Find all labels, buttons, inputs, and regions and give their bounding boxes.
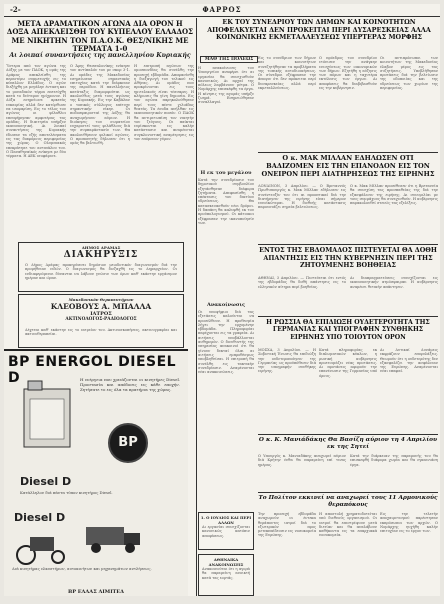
notice-title: ΔΙΑΚΗΡΥΞΙΣ [63, 250, 139, 260]
column-label: ΜΑΘ ΤΗΣ ΠΟΛΕΩΣ [200, 56, 258, 63]
middle-box-2-title: ΑΘΗΝΑΙΚΑ ΑΝΑΚΟΙΝΩΣΕΙΣ [208, 557, 244, 567]
week-story-text: ΑΘΗΝΑΙ, 3 Απριλίου. — Πιστεύεται ότι εντός της εβδομάδος θα δοθή απάντησις εις το ελληνικόν αίτημα περί βοηθείας. Αι διαπραγματεύσεις συνεχίζονται εις ικανοποιητικήν ατμόσφαιραν. Η κυβέρνησις αναμένει θετικήν απάντησιν. [258, 276, 438, 289]
farewell-headline: Το Πολίτον εκκινεί να αναχωρεί τους 11 Αρμονικούς θεραπόκους [258, 495, 438, 508]
maniadakis-text: Ο Υπουργός κ. Μανιαδάκης αναχωρεί αύριον διά Κρήτην ένθα θα παραμείνη επί τινας ημέρας. Κατά την διάρκειαν της παραμονής του θα επισκεφθή διάφορα χωρία και θα εγκαινιάση έργα. [258, 454, 438, 467]
top-right-headline: ΕΚ ΤΟΥ ΣΥΝΕΔΡΙΟΥ ΤΩΝ ΔΗΜΩΝ ΚΑΙ ΚΟΙΝΟΤΗΤΩΝ ΑΠΟΦΕΛΚΥΕΤΑΙ ΔΕΝ ΠΡΟΚΕΙΤΑΙ ΠΕΡΙ ΔΥΣΑΡΕΣΚΕΙΑΣ ΑΛΛΑ ΚΟΙΝΩΝΙΚΗΣ ΕΚΜΕΤΑΛΛΕΥΣΕΩΣ ΥΠΕΡΤΕΡΑΣ ΜΟΡΦΗΣ [207, 18, 431, 42]
truck-icon [84, 521, 144, 555]
bp-logo-text: BP [118, 435, 138, 450]
masthead: ΦΑΡΡΟΣ [202, 5, 242, 14]
macmillan-text: ΛΟΝΔΙΝΟΝ, 3 Απριλίου. — Ο Βρεταννός Πρωθυπουργός κ. Μακ Μίλλαν εδήλωσεν εις συνέντευξίν του ότι αι προοπτικαί διά την διατήρησιν της ειρήνης είναι σήμερον ευνοϊκώτεραι. Η διεθνής κατάστασις παρουσιάζει σημεία βελτιώσεως. Ο κ. Μακ Μίλλαν προσέθεσεν ότι η Βρεταννία θα συνεχίση τας προσπαθείας της διά την εξασφάλισιν της ειρήνης. Αι συνομιλίαι με τους συμμάχους θα συνεχισθούν. Η κυβέρνησις παρακολουθεί στενώς τας εξελίξεις. [258, 184, 438, 210]
russia-story-text: ΜΟΣΧΑ, 3 Απριλίου. — Η Σοβιετική Ένωσις θα επιδιώξη την ουδετεροποίησιν της Γερμανίας ως προϋπόθεσιν διά την υπογραφήν συνθήκης ειρήνης. Κατά πληροφορίας εκ διπλωματικών κύκλων, η ρωσική κυβέρνησις προετοιμάζει νέας προτάσεις. Αι προτάσεις αφορούν την επανένωσιν της Γερμανίας υπό όρους. Αι Δυτικαί Δυνάμεις εκφράζουν επιφυλάξεις. Θεωρούν ότι η ουδετερότης δεν εξασφαλίζει την ασφάλειαν της Ευρώπης. Αναμένονται νέαι επαφαί. [258, 348, 438, 378]
tractor-icon [12, 529, 72, 565]
oil-can-icon [20, 379, 76, 451]
middle-box-1: 1. Ο ΙΟΥΛΙΟΣ ΚΑΙ ΠΕΡΙ ΑΛΛΩΝ Αι εργασίαι συνεχίζονται κανονικώς κατόπιν αποφάσεως. [198, 512, 254, 550]
doctor-box: Μακεδονικόν Θεραπευτήριον ΚΛΕΟΒΟΥΣ Α. ΜΠΑΛΛΑ ΙΑΤΡΟΣ ΑΚΤΙΝΟΛΟΓΟΣ-ΡΑΔΙΟΛΟΓΟΣ Δέχεται καθ' εκάστην εις το ιατρείον του. Ακτινοσκοπήσεις, ακτινογραφίαι και ακτινοθεραπείαι. [18, 294, 184, 348]
middle-column: Η ανακοίνωσις του Υπουργείου αναφέρει ότι αι εργασίαι θα συνεχισθούν κανονικώς. Αι αρχαί της πόλεως λαμβάνουν μέτρα. Ο Νομάρχης επεσκέφθη τα έργα. Η κίνησις της αγοράς υπήρξε ζωηρά. Εσημειώθησαν συναλλαγαί. Η εκ του μεγάλου Κατά την συνεδρίασιν του δημοτικού συμβουλίου εξητάσθησαν διάφορα ζητήματα. Απεφασίσθη η επέκτασις του δικτύου υδρεύσεως. Θα κατασκευασθούν νέοι δρόμοι. Η δαπάνη θα καλυφθή εκ του προϋπολογισμού. Οι κάτοικοι εξέφρασαν την ικανοποίησίν των. Ανακοίνωσις Οι υποψήφιοι διά τας εξετάσεις καλούνται να προσέλθουν. Η προθεσμία λήγει την ερχομένην εβδομάδα. Πληροφορίαι παρέχονται εις τα γραφεία. Αι αιτήσεις υποβάλλονται αυθημερόν. Ο διευθυντής της υπηρεσίας ανακοινοί ότι θα γίνουν δεκταί όλαι αι αιτήσεις εμπροθέσμως υποβληθείσαι. Η επιτροπή θα συνέλθη εις τακτικήν συνεδρίασιν. Αναμένονται νέαι ανακοινώσεις. 1. Ο ΙΟΥΛΙΟΣ ΚΑΙ ΠΕΡΙ ΑΛΛΩΝ Αι εργασίαι συνεχίζονται κανονικώς κατόπιν αποφάσεως. ΑΘΗΝΑΙΚΑ ΑΝΑΚΟΙΝΩΣΕΙΣ Ανακοινούται ότι η αγορά θα παραμείνη ανοικτή κατά τας εορτάς. [198, 66, 254, 596]
bp-energol-ad: BP ENERGOL DIESEL D Η ενέργεια που χρειάζονται οι κινητήρες Diesel. Προστασία και απόδοσις εις κάθε εποχήν. Ζητήσατε το εις όλα τα πρατήρια της χώρας. BP Diesel D Κατάλληλον διά πάντα τύπον κινητήρος Diesel. Diesel D Διά κινητήρας ελκυστήρων, αυτοκινήτων και μηχανημάτων αντλήσεως. ΒΡ ΕΛΛΑΣ ΛΙΜΙΤΕΔ [4, 349, 188, 596]
week-story-headline: ΕΝΤΟΣ ΤΗΣ ΕΒΔΟΜΑΔΟΣ ΠΙΣΤΕΥΕΤΑΙ ΘΑ ΔΟΘΗ ΑΠΑΝΤΗΣΙΣ ΕΙΣ ΤΗΝ ΚΥΒΕΡΝΗΣΙΝ ΠΕΡΙ ΤΗΣ ΖΗΤΟΥΜΕΝΗΣ ΒΟΗΘΕΙΑΣ [259, 246, 437, 270]
doctor-title: ΙΑΤΡΟΣ [90, 311, 112, 317]
left-story-text: Ύστερα από τον αγώνα της Δόξης με τον ΠΑΟΚ, η ομάς της Δράμας απεκλείσθη της περαιτέρω συμμετοχής εις το κύπελλον Ελλάδος. Ο αγών διεξήχθη με μεγάλην ένταση και το μοναδικόν τέρμα επετεύχθη κατά το δεύτερον ημίχρονον. Η Δόξα εσημείωσε αρκετάς ευκαιρίας αλλά δεν κατόρθωσε να ισοφαρίση. Εις το τέλος του αγώνος οι φίλαθλοι επευφήμησαν αμφοτέρας τας ομάδας. Η διαιτησία υπήρξεν ικανοποιητική. Αι λοιπαί συναντήσεις της Κυριακής έδωσαν τα εξής αποτελέσματα εις τας διαφόρους περιφερείας της χώρας. Ο Ολυμπιακός επεκράτησε του αντιπάλου του. Ο Παναθηναϊκός ενίκησε με δύο τέρματα. Η ΑΕΚ ισοφάρισε. Ο Άρης Θεσσαλονίκης ενίκησε τον αντίπαλόν του με σκορ 3-1. Αι ομάδες της Μακεδονίας εσημείωσαν σημαντικάς επιτυχίας κατά την διάρκειαν της περιόδου. Η πανελλήνιος κατάταξις διαμορφούται ως ακολούθως μετά τους αγώνας της Κυριακής. Εις την Καβάλαν ο τοπικός σύλλογος επέτυχε σημαντικήν νίκην. Οι ποδοσφαιρισταί της Δόξης θα αναχωρήσουν αύριον. Η διοίκησις του σωματείου ευχαριστεί τους φιλάθλους διά την συμπαράστασίν των. Θα ακολουθήσουν φιλικοί αγώνες. Ο προπονητής δήλωσεν ότι η ομάς θα βελτιωθή. Η επιτροπή αγώνων της ομοσπονδίας θα συνέλθη την προσεχή εβδομάδα. Αποφασίσθη η διεξαγωγή του τελικού εις Αθήνας. Αι ομάδες που προκρίνονται εις τους ημιτελικούς είναι τέσσαρες. Η κλήρωσις θα γίνη δημοσία. Εις τον αγώνα παρηκολούθησαν περί τους πέντε χιλιάδας θεατάς. Τα έσοδα ανήλθαν εις ικανοποιητικόν ποσόν. Ο ΠΑΟΚ θα αντιμετωπίση τον νικητήν του ζεύγους. Οι παίκται ευρίσκονται εις καλήν κατάστασιν και αναμένεται συγκλονιστική αναμέτρησις εις τον επόμενον γύρον. [6, 64, 194, 159]
maniadakis-headline: Ο κ. Κ. Μανιάδάκης Θα Βασίζη αύριον τη 4 Απριλίου εκ της Σητεί [258, 437, 438, 450]
page-header [4, 4, 440, 17]
left-story-subhead: Αι λοιπαί συναντήσεις της πανελληνίου Κυριακής [9, 52, 191, 59]
ad-brand: BP ENERGOL DIESEL D [8, 354, 177, 386]
middle-box-1-title: 1. Ο ΙΟΥΛΙΟΣ ΚΑΙ ΠΕΡΙ ΑΛΛΩΝ [200, 515, 252, 525]
doctor-specialty: ΑΚΤΙΝΟΛΟΓΟΣ-ΡΑΔΙΟΛΟΓΟΣ [65, 317, 137, 322]
bp-logo [108, 423, 148, 463]
small-heading: Η εκ του μεγάλου [200, 170, 252, 176]
notice-box: ΔΗΜΟΣ ΔΡΑΜΑΣ ΔΙΑΚΗΡΥΞΙΣ Ο Δήμος Δράμας προκηρύσσει δημόσιον μειοδοτικόν διαγωνισμόν διά την προμήθειαν ειδών. Ο διαγωνισμός θα διεξαχθή εις το Δημαρχείον. Οι ενδιαφερόμενοι δύνανται να λάβουν γνώσιν των όρων καθ' εκάστην εργάσιμον ημέραν και ώραν. [18, 242, 184, 292]
small-heading-2: Ανακοίνωσις [206, 302, 246, 308]
doctor-name: ΚΛΕΟΒΟΥΣ Α. ΜΠΑΛΛΑ [50, 302, 152, 311]
middle-box-2: ΑΘΗΝΑΙΚΑ ΑΝΑΚΟΙΝΩΣΕΙΣ Ανακοινούται ότι η αγορά θα παραμείνη ανοικτή κατά τας εορτάς. [198, 554, 254, 596]
doctor-label: Μακεδονικόν Θεραπευτήριον [68, 297, 134, 302]
ad-slogan-2: Diesel D [14, 511, 66, 524]
left-story-headline: ΜΕΤΑ ΔΡΑΜΑΤΙΚΟΝ ΑΓΩΝΑ ΔΙΑ ΟΡΟΝ Η ΔΟΞΑ ΑΠΕΚΛΕΙΣΘΗ ΤΟΥ ΚΥΠΕΛΛΟΥ ΕΛΛΑΔΟΣ ΜΕ ΝΙΚΗΤΗΝ ΤΟΝ Π.Α.Ο.Κ. ΘΕΣ/ΝΙΚΗΣ ΜΕ ΤΕΡΜΑΤΑ 1-0 [6, 19, 194, 53]
macmillan-headline: Ο κ. ΜΑΚ ΜΙΛΛΑΝ ΕΔΗΛΩΣΕΝ ΟΤΙ ΒΑΔΙΖΟΜΕΝ ΕΙΣ ΤΗΝ ΕΠΑΝΟΔΟΝ ΕΙΣ ΤΟΝ ΟΝΕΙΡΟΝ ΠΕΡΙ ΔΙΑΤΗΡΗΣΕΩΣ ΤΗΣ ΕΙΡΗΝΗΣ [261, 154, 435, 178]
russia-story-headline: Η ΡΩΣΣΙΑ ΘΑ ΕΠΙΔΙΩΞΗ ΟΥΔΕΤΕΡΟΤΗΤΑ ΤΗΣ ΓΕΡΜΑΝΙΑΣ ΚΑΙ ΥΠΟΓΡΑΦΗΝ ΣΥΝΘΗΚΗΣ ΕΙΡΗΝΗΣ ΥΠΟ ΤΟΙΟΥΤΟΝ ΟΡΟΝ [266, 319, 430, 341]
page-number: -2- [10, 5, 21, 14]
notice-label: ΔΗΜΟΣ ΔΡΑΜΑΣ [81, 245, 121, 250]
ad-footer: ΒΡ ΕΛΛΑΣ ΛΙΜΙΤΕΔ [68, 589, 124, 595]
farewell-text: Την προσεχή εβδομάδα αναχωρούν οι έντεκα θεράποντες ιατροί διά το εξωτερικόν προς μετεκπαίδευσιν εις νοσοκομεία της Ευρώπης. Η αποστολή χρηματοδοτείται υπό διεθνούς οργανισμού. Οι ιατροί θα επιστρέψουν μετά διετίαν και θα αναλάβουν καθήκοντα εις τα επαρχιακά νοσοκομεία. Εις την τελετήν αποχαιρετισμού παρέστησαν εκπρόσωποι των αρχών. Ο Νομάρχης ηυχήθη καλήν επιτυχίαν εις το έργον των. [258, 512, 438, 538]
top-right-text: Εις το συνέδριον των δήμων και κοινοτήτων συνεζητήθησαν τα προβλήματα της τοπικής αυτοδιοικήσεως. Οι σύνεδροι εξέφρασαν την άποψιν ότι δεν πρόκειται περί δυσαρεσκείας αλλά περί εκμεταλλεύσεως. Ο πρόεδρος του συνεδρίου ετόνισεν την ανάγκην ενισχύσεως των οικονομικών των δήμων. Εζητήθη η αύξησις των πόρων και η ταχυτέρα εκτέλεσις των έργων. Αι αποφάσεις θα διαβιβασθούν εις την κυβέρνησιν. Οι αντιπρόσωποι των κοινοτήτων της Μακεδονίας έλαβον μέρος εις τας συζητήσεις. Υπεβλήθησαν προτάσεις διά την βελτίωσιν της οδοποιίας και της υδρεύσεως των χωρίων της περιφερείας. [258, 56, 438, 91]
newspaper-page [4, 4, 440, 596]
ad-slogan-1: Diesel D [20, 475, 72, 488]
